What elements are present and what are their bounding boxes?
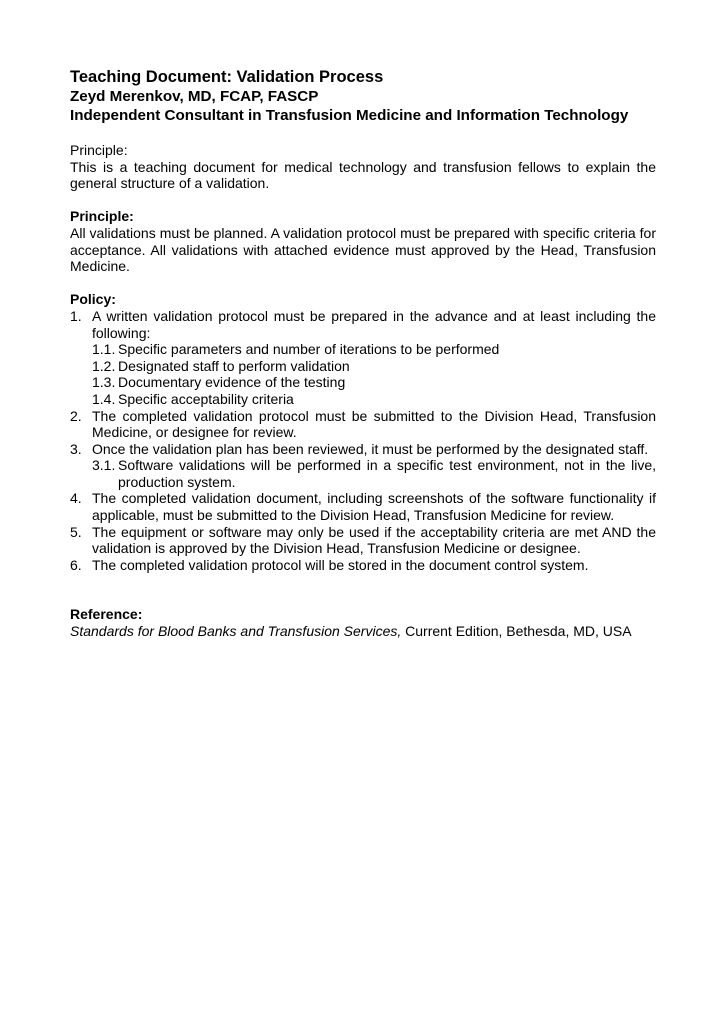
list-item-text: Software validations will be performed in a specific test environment, not in the live, production system.: [118, 457, 656, 490]
document-page: [70, 68, 656, 640]
document-title: Teaching Document: Validation Process: [70, 68, 384, 86]
reference-citation: [70, 623, 656, 640]
principle-label: Principle:: [70, 208, 134, 225]
reference-label: Reference:: [70, 606, 143, 623]
policy-section: [70, 291, 656, 573]
reference-details: Current Edition, Bethesda, MD, USA: [401, 623, 632, 640]
list-number: 2.: [70, 407, 82, 424]
policy-subitem-1-2: [92, 358, 656, 375]
policy-label: Policy:: [70, 291, 116, 308]
list-item-text: Once the validation plan has been reviewed, it must be performed by the designated staff.: [92, 440, 649, 457]
author-name: Zeyd Merenkov, MD, FCAP, FASCP: [70, 88, 319, 105]
list-item-text: Documentary evidence of the testing: [118, 374, 346, 391]
policy-subitem-1-4: [92, 391, 656, 408]
list-number: 1.: [70, 307, 82, 324]
list-number: 3.: [70, 440, 82, 457]
list-item-text: Designated staff to perform validation: [118, 357, 350, 374]
list-number: 1.1.: [92, 341, 116, 358]
list-number: 5.: [70, 523, 82, 540]
list-number: 4.: [70, 490, 82, 507]
list-item-text: A written validation protocol must be prepared in the advance and at least including the following:: [92, 307, 656, 341]
policy-item-2: [70, 408, 656, 441]
policy-list: [70, 308, 656, 574]
policy-sublist-3: [92, 457, 656, 490]
reference-title: Standards for Blood Banks and Transfusion Services,: [70, 623, 402, 640]
list-item-text: The equipment or software may only be used if the acceptability criteria are met AND the validation is approved by the Division Head, Transfusion Medicine or designee.: [92, 523, 656, 557]
document-header: [70, 68, 656, 125]
list-item-text: The completed validation protocol must be submitted to the Division Head, Transfusion Medicine, or designee for review.: [92, 407, 656, 441]
list-number: 1.3.: [92, 374, 116, 391]
list-item-text: The completed validation protocol will be stored in the document control system.: [92, 556, 589, 573]
principle-text: All validations must be planned. A validation protocol must be prepared with specific criteria for acceptance. All validations with attached evidence must approved by the Head, Transfusion Medicine.: [70, 224, 656, 275]
list-item-text: Specific parameters and number of iterations to be performed: [118, 341, 500, 358]
reference-section: [70, 606, 656, 639]
policy-item-3: [70, 441, 656, 491]
list-number: 3.1.: [92, 457, 116, 474]
list-number: 6.: [70, 556, 82, 573]
list-number: 1.2.: [92, 357, 116, 374]
list-item-text: Specific acceptability criteria: [118, 390, 294, 407]
intro-section: [70, 142, 656, 192]
policy-item-1: [70, 308, 656, 408]
intro-text: This is a teaching document for medical technology and transfusion fellows to explain the general structure of a validation.: [70, 158, 656, 192]
policy-subitem-1-3: [92, 374, 656, 391]
policy-item-4: [70, 490, 656, 523]
list-item-text: The completed validation document, including screenshots of the software functionality if applicable, must be submitted to the Division Head, Transfusion Medicine for review.: [92, 490, 656, 524]
principle-section: [70, 208, 656, 274]
policy-item-6: [70, 557, 656, 574]
policy-subitem-3-1: [92, 457, 656, 490]
policy-subitem-1-1: [92, 341, 656, 358]
intro-label: Principle:: [70, 142, 128, 158]
policy-item-5: [70, 524, 656, 557]
policy-sublist-1: [92, 341, 656, 407]
list-number: 1.4.: [92, 390, 116, 407]
author-affiliation: Independent Consultant in Transfusion Medicine and Information Technology: [70, 107, 629, 124]
